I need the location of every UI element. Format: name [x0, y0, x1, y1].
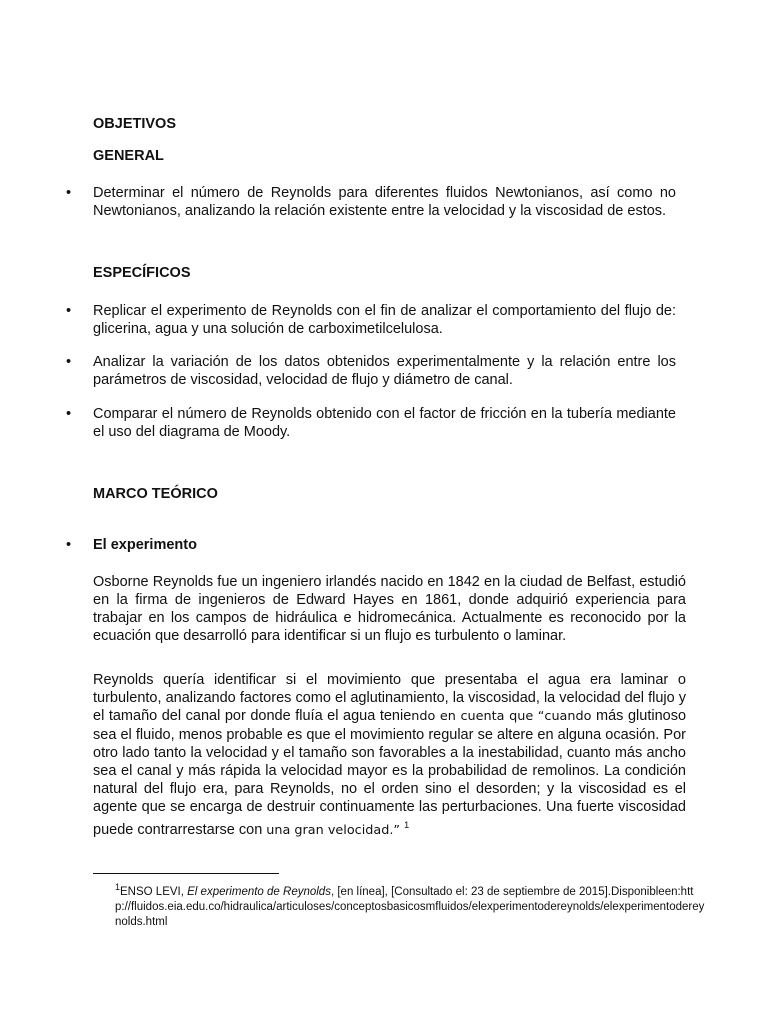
subheading-el-experimento: El experimento — [93, 537, 197, 553]
bullet-dot: • — [66, 406, 72, 422]
paragraph-reynolds — [93, 671, 686, 840]
footnote — [115, 880, 705, 930]
bullet-dot: • — [66, 354, 72, 370]
heading-especificos: ESPECÍFICOS — [93, 265, 191, 281]
bullet-dot: • — [66, 185, 72, 201]
paragraph-biografia: Osborne Reynolds fue un ingeniero irlandés nacido en 1842 en la ciudad de Belfast, estudió en la firma de ingenieros de Edward Hayes en 1861, donde adquirió experiencia para trabajar en los campos de hidráulica e hidromecánica. Actualmente es reconocido por la ecuación que desarrolló para identificar si un flujo es turbulento o laminar. — [93, 574, 686, 644]
bullet-text: Replicar el experimento de Reynolds con el fin de analizar el comportamiento del flujo de: glicerina, agua y una solución de carboximetilcelulosa. — [93, 303, 676, 337]
bullet-dot: • — [66, 537, 72, 553]
bullet-dot: • — [66, 303, 72, 319]
footnote-mark: 1 — [115, 882, 121, 892]
heading-general: GENERAL — [93, 148, 164, 164]
bullet-text: Comparar el número de Reynolds obtenido con el factor de fricción en la tubería mediante el uso del diagrama de Moody. — [93, 406, 676, 440]
bullet-text: Analizar la variación de los datos obtenidos experimentalmente y la relación entre los parámetros de viscosidad, velocidad de flujo y diámetro de canal. — [93, 354, 676, 388]
footnote-details: , [en línea], [Consultado el: 23 de septiembre de 2015].Disponibleen:http://fluidos.eia.edu.co/hidraulica/articuloses/conceptosbasicosmfluidos/elexperimentodereynolds/elexperimentodereynolds.html — [115, 885, 705, 928]
paragraph-lead: Reynolds quería identificar si el movimiento que presentaba el agua era laminar o turbulento, analizando factores como el aglutinamiento, la viscosidad, la velocidad del flujo y el tamaño del canal por donde fluía el agua tenie — [93, 672, 686, 724]
footnote-title: El experimento de Reynolds — [187, 885, 331, 898]
paragraph-body: más glutinoso sea el fluido, menos probable es que el movimiento regular se altere en alguna ocasión. Por otro lado tanto la velocidad y el tamaño son favorables a la inestabilidad, cuanto más ancho sea el canal y más rápida la velocidad mayor es la probabilidad de remolinos. La condición natural del flujo era, para Reynolds, no el orden sino el desorden; y la viscosidad es el agente que se encarga de destruir continuamente las perturbaciones. Una fuerte viscosidad puede contrarrestarse con — [93, 708, 687, 838]
heading-objetivos: OBJETIVOS — [93, 116, 176, 132]
footnote-author: ENSO LEVI, — [120, 885, 188, 898]
bullet-text: Determinar el número de Reynolds para diferentes fluidos Newtonianos, así como no Newtonianos, analizando la relación existente entre la velocidad y la viscosidad de estos. — [93, 185, 676, 219]
footnote-reference: 1 — [404, 820, 410, 830]
footnote-divider — [93, 873, 279, 874]
heading-marco-teorico: MARCO TEÓRICO — [93, 486, 218, 502]
quote-end: una gran velocidad.” — [266, 822, 401, 838]
quote-start: ndo en cuenta que “cuando — [411, 709, 592, 724]
